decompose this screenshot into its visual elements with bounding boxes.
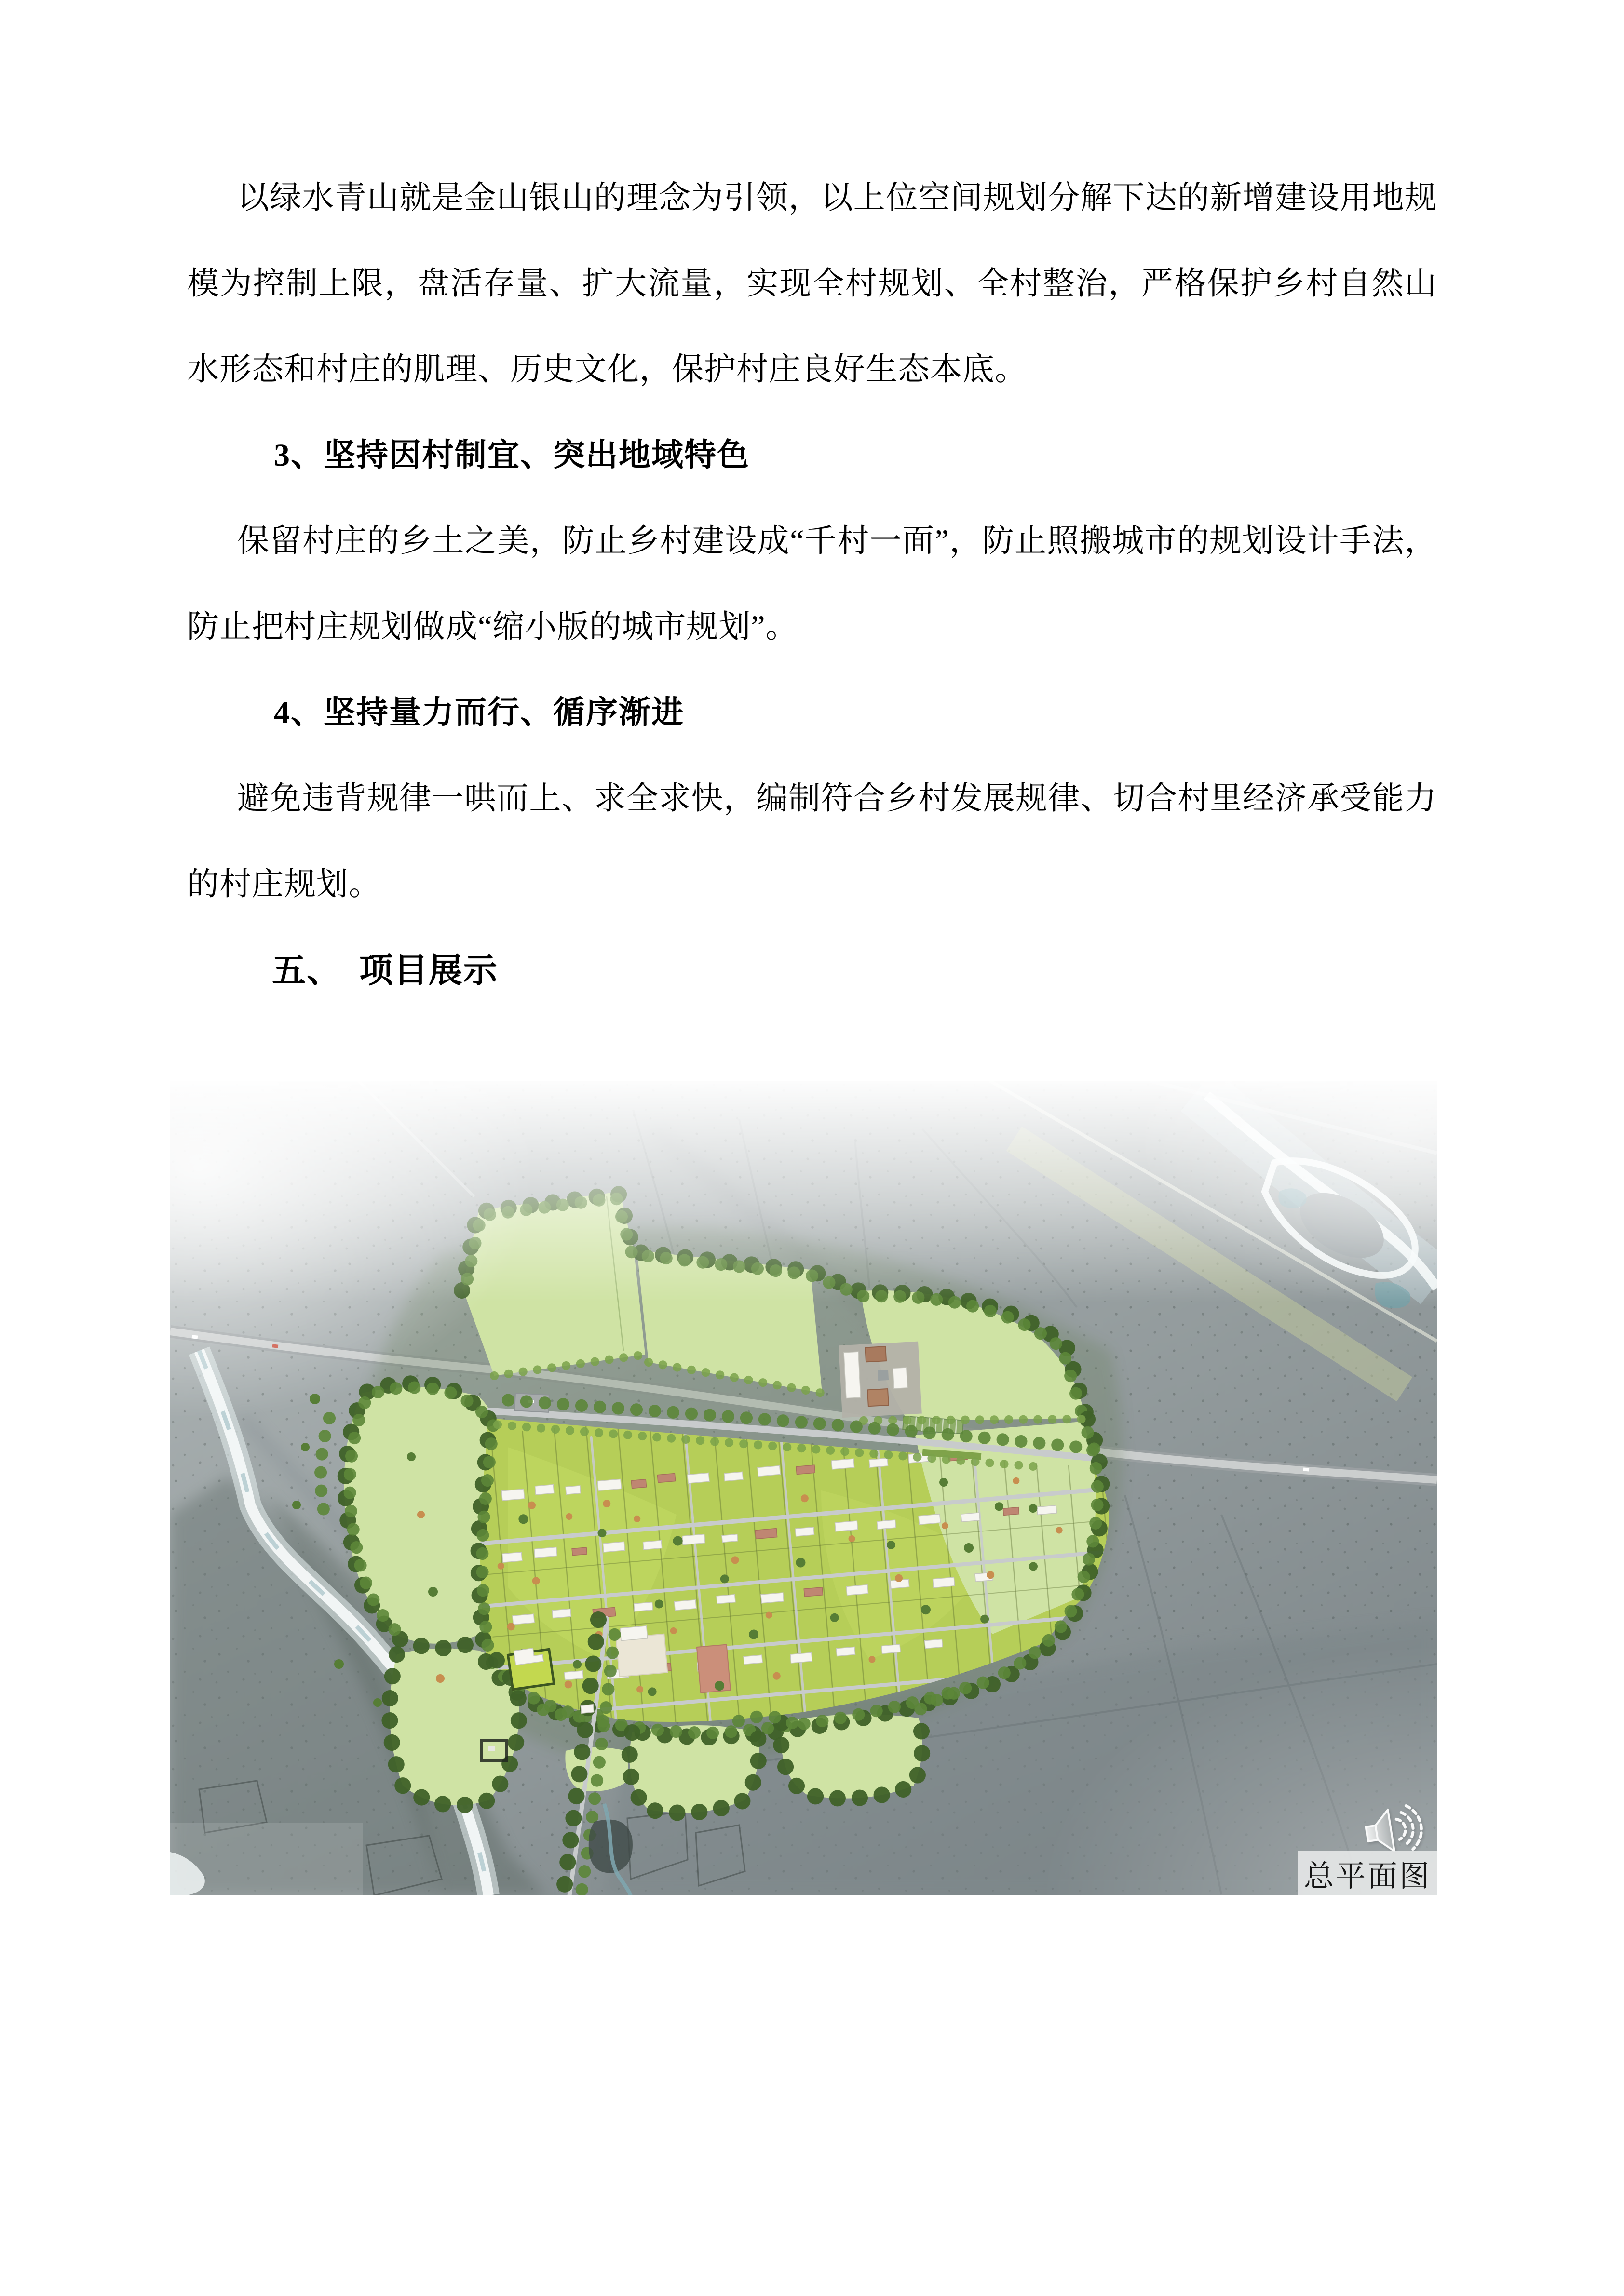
heading-3: 3、坚持因村制宜、突出地域特色: [274, 438, 750, 473]
plaza-building: [697, 1645, 731, 1693]
paragraph-green-water: 以绿水青山就是金山银山的理念为引领，以上位空间规划分解下达的新增建设用地规模为控制上限，盘活存量、扩大流量，实现全村规划、全村整治，严格保护乡村自然山水形态和村庄的肌理、历史文化，保护村庄良好生态本底。: [187, 180, 1437, 387]
southwest-parcel: [508, 1646, 554, 1689]
text-block: [187, 155, 1437, 1013]
heading-4: 4、坚持量力而行、循序渐进: [274, 695, 684, 730]
site-plan-figure[interactable]: [170, 1081, 1437, 1895]
field-hut: [581, 1705, 594, 1714]
paragraph-village-beauty: 保留村庄的乡土之美，防止乡村建设成“千村一面”，防止照搬城市的规划设计手法，防止把村庄规划做成“缩小版的城市规划”。: [187, 524, 1437, 644]
site-plan-image: [170, 1081, 1437, 1895]
map-caption: 总平面图: [1298, 1851, 1437, 1895]
heading-5-project-display: 五、 项目展示: [272, 952, 498, 989]
paragraph-avoid-rush: 避免违背规律一哄而上、求全求快，编制符合乡村发展规律、切合村里经济承受能力的村庄规划。: [187, 781, 1437, 902]
school-compound: [839, 1342, 922, 1418]
